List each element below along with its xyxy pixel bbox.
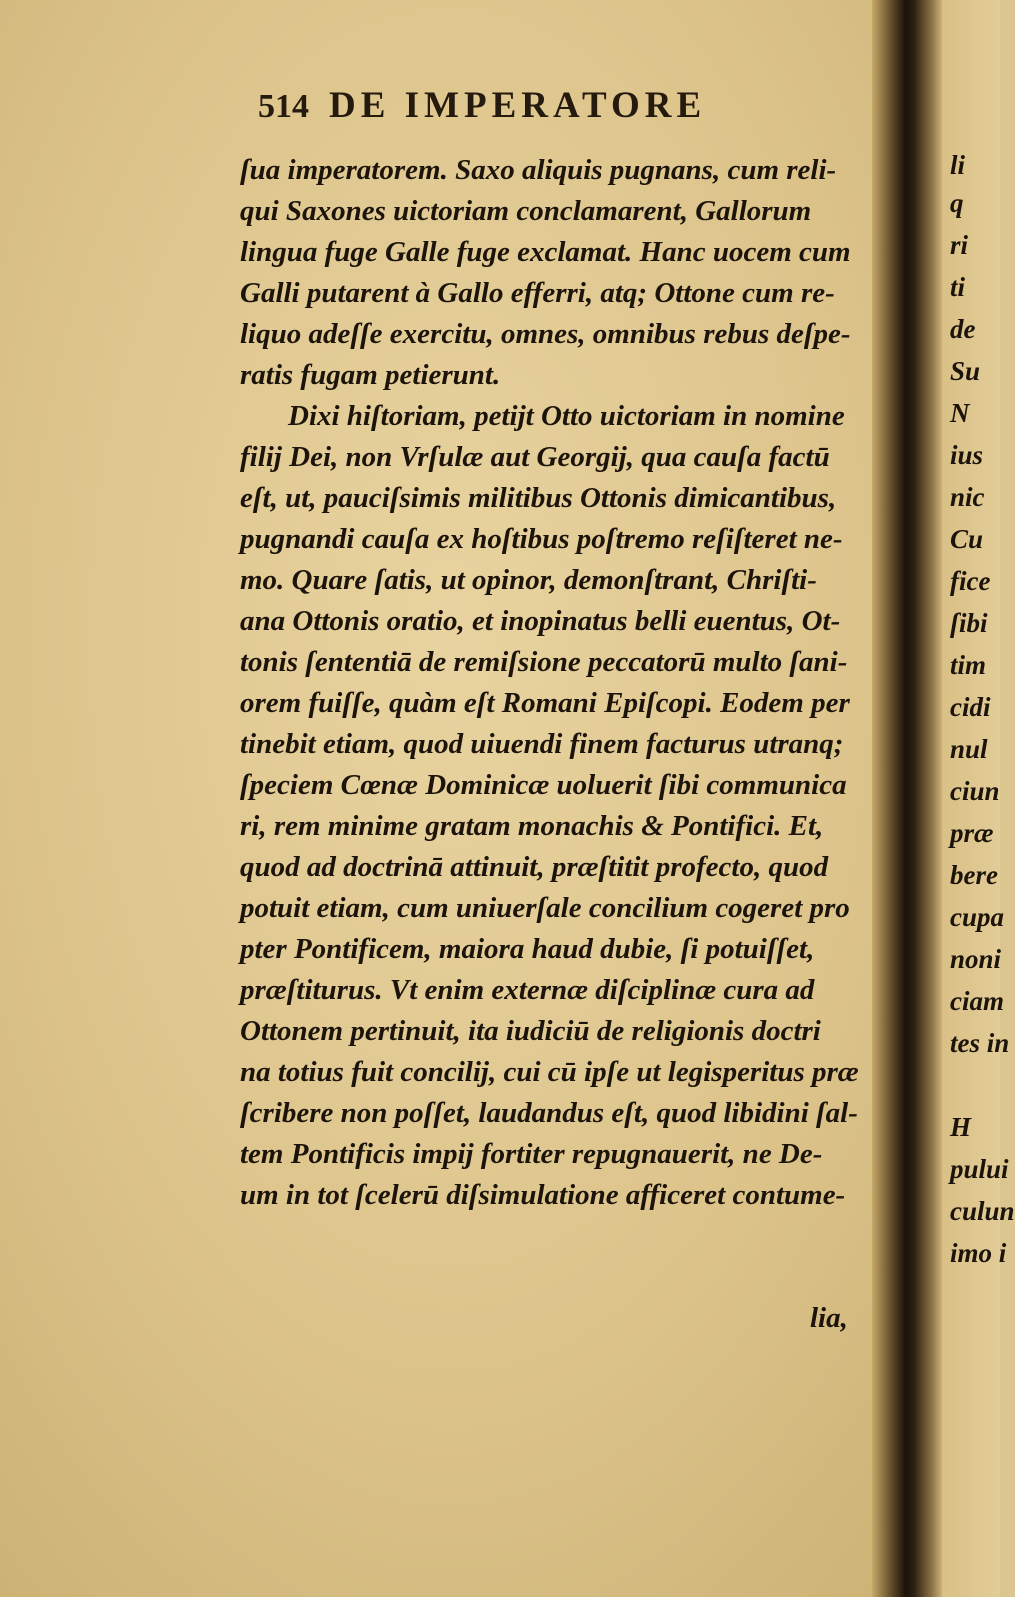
facing-page-fragment: imo i: [950, 1238, 1007, 1268]
facing-page-fragment: li: [950, 150, 966, 180]
facing-page-fragment: fice: [950, 566, 991, 596]
text-line: lingua fuge Galle fuge exclamat. Hanc uocem cum: [240, 236, 851, 268]
facing-page-fragment: Su: [950, 356, 981, 386]
running-title: DE IMPERATORE: [329, 85, 707, 126]
text-line: eſt, ut, pauciſsimis militibus Ottonis dimicantibus,: [240, 482, 837, 514]
facing-page-fragment: præ: [950, 818, 994, 848]
facing-page-fragment: bere: [950, 860, 998, 890]
facing-page-fragment: cupa: [950, 902, 1004, 932]
text-line: pugnandi cauſa ex hoſtibus poſtremo reſiſteret ne-: [240, 523, 843, 555]
text-line: orem fuiſſe, quàm eſt Romani Epiſcopi. Eodem per: [240, 687, 850, 719]
facing-page-fragment: N: [950, 398, 970, 428]
text-line: potuit etiam, cum uniuerſale concilium cogeret pro: [240, 892, 850, 924]
text-line: pter Pontificem, maiora haud dubie, ſi potuiſſet,: [240, 933, 815, 965]
text-line: quod ad doctrinā attinuit, præſtitit profecto, quod: [240, 851, 829, 883]
facing-page-fragment: tim: [950, 650, 987, 680]
facing-page-fragment: ius: [950, 440, 984, 470]
facing-page-fragment: ciun: [950, 776, 1000, 806]
catchword: lia,: [810, 1302, 848, 1334]
text-line: liquo adeſſe exercitu, omnes, omnibus rebus deſpe-: [240, 318, 851, 350]
facing-page-fragment: de: [950, 314, 976, 344]
facing-page-fragment: nul: [950, 734, 988, 764]
text-line: ſua imperatorem. Saxo aliquis pugnans, cum reli-: [240, 154, 837, 186]
facing-page-fragment: ti: [950, 272, 966, 302]
text-line: ri, rem minime gratam monachis & Pontifici. Et,: [240, 810, 824, 842]
text-line: tem Pontificis impij fortiter repugnauerit, ne De-: [240, 1138, 823, 1170]
text-line: ratis fugam petierunt.: [240, 359, 501, 391]
facing-page-fragment: nic: [950, 482, 985, 512]
text-line: tonis ſententiā de remiſsione peccatorū multo ſani-: [240, 646, 848, 678]
facing-page-fragment: H: [950, 1112, 972, 1142]
text-line: Galli putarent à Gallo efferri, atq; Ottone cum re-: [240, 277, 835, 309]
facing-page-fragment: cidi: [950, 692, 991, 722]
text-line: mo. Quare ſatis, ut opinor, demonſtrant, Chriſti-: [240, 564, 817, 596]
text-line: Ottonem pertinuit, ita iudiciū de religionis doctri: [240, 1015, 821, 1047]
page-number: 514: [258, 88, 309, 125]
text-line: Dixi hiſtoriam, petijt Otto uictoriam in nomine: [288, 400, 845, 432]
facing-page-fragment: ri: [950, 230, 969, 260]
text-line: na totius fuit concilij, cui cū ipſe ut legisperitus præ: [240, 1056, 859, 1088]
text-line: ſpeciem Cœnæ Dominicæ uoluerit ſibi communica: [240, 769, 847, 801]
text-line: ſcribere non poſſet, laudandus eſt, quod libidini ſal-: [240, 1097, 858, 1129]
facing-page-fragment: ciam: [950, 986, 1004, 1016]
facing-page-fragment: Cu: [950, 524, 984, 554]
facing-page-fragment: noni: [950, 944, 1002, 974]
text-line: qui Saxones uictoriam conclamarent, Gallorum: [240, 195, 812, 227]
text-line: præſtiturus. Vt enim externæ diſciplinæ cura ad: [240, 974, 815, 1006]
facing-page-fragment: pului: [950, 1154, 1009, 1184]
text-line: tinebit etiam, quod uiuendi finem facturus utranq;: [240, 728, 844, 760]
text-line: filij Dei, non Vrſulæ aut Georgij, qua cauſa factū: [240, 441, 830, 473]
facing-page-edge: [942, 0, 1015, 1597]
main-text-block: [240, 150, 880, 1216]
facing-page-fragment: culun: [950, 1196, 1015, 1226]
book-gutter: [872, 0, 942, 1597]
facing-page-fragment: q: [950, 188, 964, 218]
facing-page-fragment: ſibi: [950, 608, 988, 638]
text-line: um in tot ſcelerū diſsimulatione afficeret contume-: [240, 1179, 846, 1211]
facing-page-fragment: tes in: [950, 1028, 1010, 1058]
text-line: ana Ottonis oratio, et inopinatus belli euentus, Ot-: [240, 605, 841, 637]
page-header: [258, 84, 818, 127]
